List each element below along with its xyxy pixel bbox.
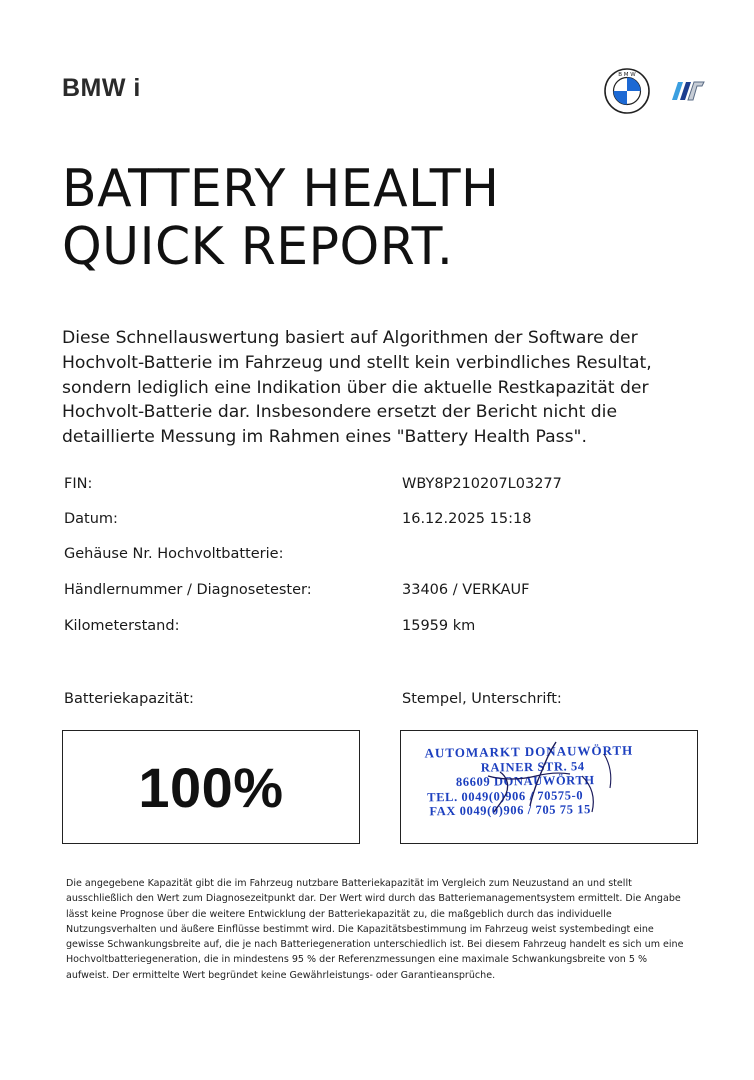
report-title-line-2: QUICK REPORT. <box>62 217 454 277</box>
stamp-line-fax: FAX 0049(0)906 / 705 75 15 <box>429 802 592 819</box>
report-title <box>62 160 499 276</box>
brand-name: BMW i <box>62 74 141 102</box>
stamp-box <box>400 730 698 844</box>
gehaeuse-label: Gehäuse Nr. Hochvoltbatterie: <box>64 546 284 562</box>
fin-label: FIN: <box>64 476 93 492</box>
report-title-line-1: BATTERY HEALTH <box>62 159 500 219</box>
capacity-label: Batteriekapazität: <box>64 691 194 707</box>
stamp-line-city: 86609 DONAUWÖRTH <box>455 773 595 790</box>
haendler-value: 33406 / VERKAUF <box>402 582 530 598</box>
stamp-line-phone: TEL. 0049(0)906 / 70575-0 <box>427 788 584 805</box>
disclaimer-text: Die angegebene Kapazität gibt die im Fahrzeug nutzbare Batteriekapazität im Vergleich zum Neuzustand an und stellt ausschließlich den Wert zum Diagnosezeitpunkt dar. Der Wert wird durch das Batteriemanagementsystem ermittelt. Die Angabe lässt keine Prognose über die weitere Entwicklung der Batteriekapazität zu, die maßgeblich durch das individuelle Nutzungsverhalten und äußere Einflüsse bestimmt wird. Die Kapazitätsbestimmung im Fahrzeug weist systembedingt eine gewisse Schwankungsbreite auf, die je nach Batteriegeneration unterschiedlich ist. Bei diesem Fahrzeug handelt es sich um eine Hochvoltbatteriegeneration, die in mindestens 95 % der Referenzmessungen eine maximale Schwankungsbreite von 5 % aufweist. Der ermittelte Wert begründet keine Gewährleistungs- oder Garantieansprüche. <box>66 878 684 981</box>
bmw-m-logo <box>664 80 706 102</box>
kilometer-value: 15959 km <box>402 618 476 634</box>
capacity-value: 100% <box>138 755 284 819</box>
dealer-stamp <box>425 744 635 820</box>
capacity-box <box>62 730 360 844</box>
intro-paragraph: Diese Schnellauswertung basiert auf Algorithmen der Software der Hochvolt-Batterie im Fahrzeug und stellt kein verbindliches Resultat, sondern lediglich eine Indikation über die aktuelle Restkapazität der Hochvolt-Batterie dar. Insbesondere ersetzt der Bericht nicht die detaillierte Messung im Rahmen eines "Battery Health Pass". <box>62 328 652 448</box>
stamp-line-company: AUTOMARKT DONAUWÖRTH <box>424 742 634 761</box>
kilometer-label: Kilometerstand: <box>64 618 180 634</box>
stamp-label: Stempel, Unterschrift: <box>402 691 562 707</box>
fin-value: WBY8P210207L03277 <box>402 476 562 492</box>
haendler-label: Händlernummer / Diagnosetester: <box>64 582 312 598</box>
datum-label: Datum: <box>64 511 118 527</box>
stamp-line-street: RAINER STR. 54 <box>480 758 585 775</box>
datum-value: 16.12.2025 15:18 <box>402 511 532 527</box>
svg-text:B M W: B M W <box>618 72 636 79</box>
bmw-roundel-logo <box>604 68 650 114</box>
